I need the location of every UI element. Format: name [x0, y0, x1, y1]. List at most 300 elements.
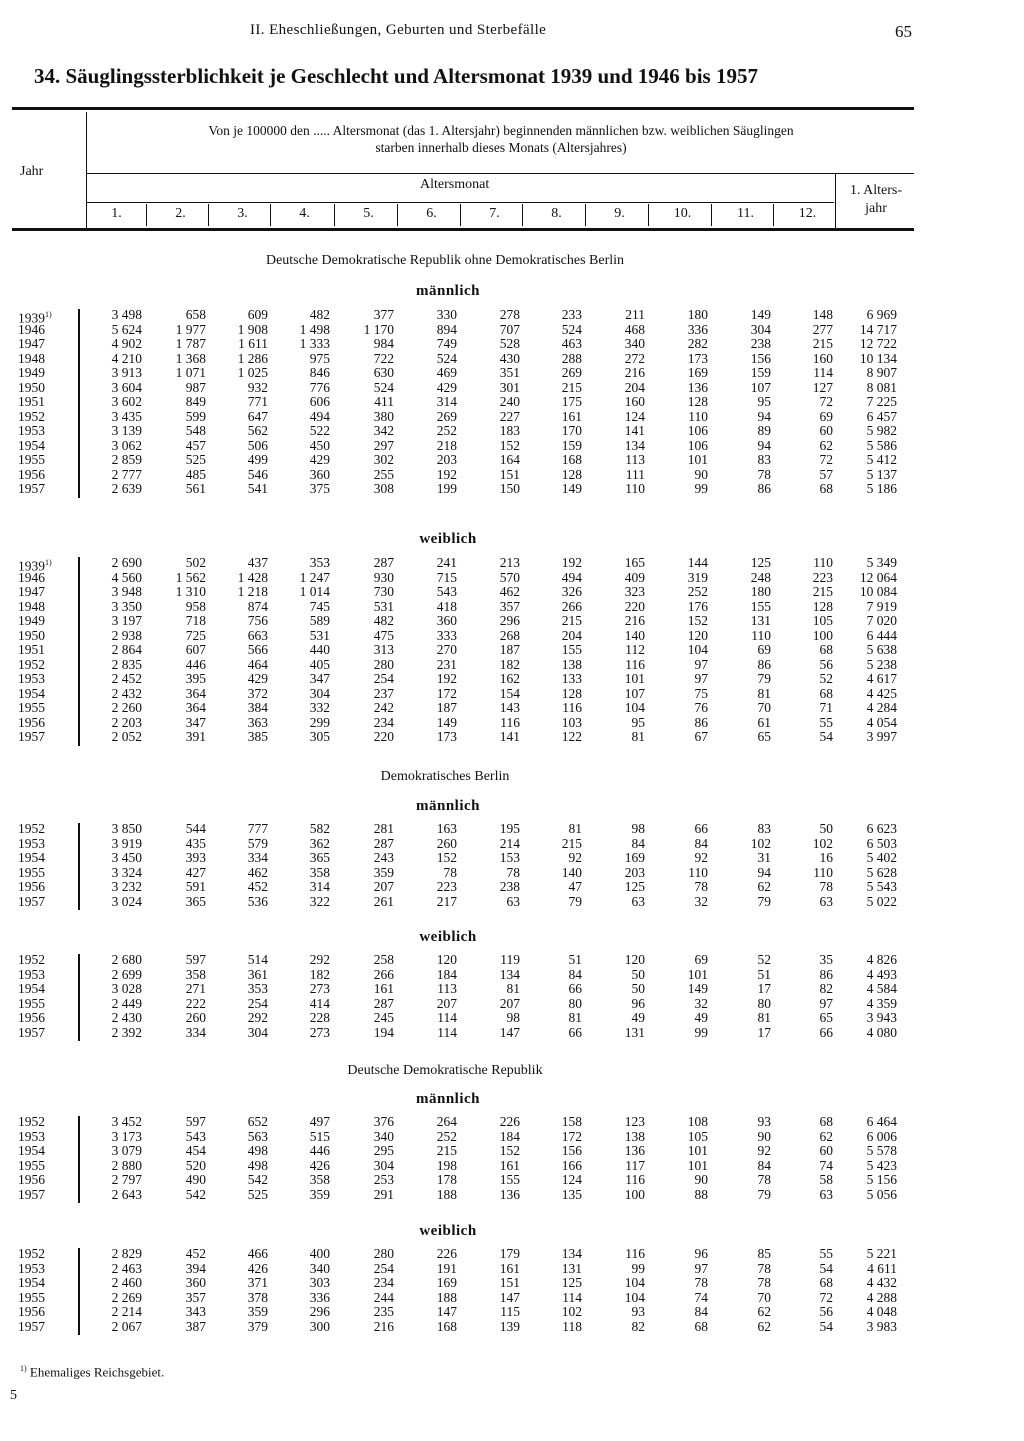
first-year-cell: 6 464 [866, 1114, 897, 1129]
month-3-cell: 579 [247, 835, 268, 851]
month-6-cell: 169 [436, 1275, 457, 1290]
month-12-cell: 127 [812, 379, 833, 395]
table-row [0, 1026, 1024, 1041]
table-row [0, 1144, 1024, 1159]
row-year [18, 614, 68, 629]
month-7-cell: 147 [499, 1024, 520, 1040]
row-year-value: 1946 [18, 321, 45, 337]
month-1-cell: 2 835 [111, 656, 142, 672]
month-4-cell: 314 [309, 879, 330, 894]
month-1-cell: 3 948 [111, 584, 142, 599]
month-12-cell: 54 [819, 729, 833, 744]
row-year [18, 571, 68, 586]
table-row [0, 453, 1024, 468]
month-3-cell: 566 [247, 642, 268, 657]
row-year-value: 1939 [18, 310, 45, 326]
month-5-cell: 304 [373, 1157, 394, 1173]
month-2-cell: 658 [185, 307, 206, 322]
month-1-cell: 2 067 [111, 1318, 142, 1334]
row-year-value: 1955 [18, 700, 45, 715]
row-year-value: 1954 [18, 1275, 45, 1290]
month-5-cell: 280 [373, 1246, 394, 1261]
row-year [18, 585, 68, 600]
month-11-cell: 17 [757, 981, 771, 996]
month-11-cell: 65 [757, 729, 771, 744]
month-10-cell: 84 [694, 835, 708, 851]
year-column-header: Jahr [20, 164, 44, 179]
month-6-cell: 207 [436, 995, 457, 1011]
month-6-cell: 360 [436, 613, 457, 628]
month-11-cell: 81 [757, 1010, 771, 1025]
month-10-cell: 101 [687, 452, 708, 467]
month-4-cell: 440 [309, 642, 330, 657]
month-4-cell: 446 [309, 1143, 330, 1158]
month-10-cell: 78 [694, 879, 708, 894]
row-year [18, 837, 68, 852]
month-10-cell: 66 [694, 821, 708, 836]
month-4-cell: 322 [309, 893, 330, 909]
month-12-cell: 72 [819, 1289, 833, 1305]
row-year [18, 895, 68, 910]
month-3-cell: 292 [247, 1010, 268, 1025]
month-11-cell: 149 [750, 307, 771, 322]
month-5-cell: 482 [373, 613, 394, 628]
month-2-cell: 725 [185, 627, 206, 643]
month-4-cell: 414 [309, 995, 330, 1011]
first-year-cell: 12 064 [859, 569, 897, 585]
month-8-cell: 116 [562, 700, 582, 715]
month-8-cell: 269 [561, 365, 582, 380]
month-10-cell: 99 [694, 481, 708, 496]
month-5-cell: 216 [373, 1318, 394, 1334]
month-9-cell: 211 [625, 307, 645, 322]
first-year-cell: 7 919 [866, 598, 897, 614]
month-5-cell: 255 [373, 466, 394, 482]
month-5-cell: 295 [373, 1143, 394, 1158]
month-7-cell: 151 [499, 466, 520, 482]
first-year-cell: 5 402 [866, 850, 897, 865]
month-5-cell: 308 [373, 481, 394, 496]
month-7-cell: 351 [499, 365, 520, 380]
month-8-cell: 138 [561, 656, 582, 672]
month-12-cell: 54 [819, 1260, 833, 1276]
month-9-cell: 84 [631, 835, 645, 851]
month-6-cell: 524 [436, 350, 457, 366]
month-12-cell: 68 [819, 642, 833, 657]
month-11-cell: 80 [757, 995, 771, 1011]
row-year-value: 1952 [18, 1114, 45, 1129]
month-11-cell: 248 [750, 569, 771, 585]
month-4-cell: 606 [309, 394, 330, 409]
table-row [0, 658, 1024, 673]
month-9-cell: 160 [624, 394, 645, 409]
month-10-cell: 152 [687, 613, 708, 628]
month-7-cell: 430 [499, 350, 520, 366]
month-8-cell: 463 [561, 336, 582, 351]
month-6-cell: 264 [436, 1114, 457, 1129]
row-year [18, 1011, 68, 1026]
month-1-cell: 2 938 [111, 627, 142, 643]
month-3-cell: 334 [247, 850, 268, 865]
month-6-cell: 314 [436, 394, 457, 409]
month-1-cell: 3 232 [111, 879, 142, 894]
month-5-cell: 475 [373, 627, 394, 643]
month-header-separator [522, 204, 523, 226]
month-3-cell: 1 218 [237, 584, 268, 599]
month-6-cell: 184 [436, 966, 457, 982]
month-11-cell: 83 [757, 452, 771, 467]
table-row [0, 337, 1024, 352]
month-9-cell: 81 [631, 729, 645, 744]
month-6-cell: 241 [436, 555, 457, 570]
table-row [0, 1247, 1024, 1262]
row-year-value: 1952 [18, 821, 45, 836]
month-12-cell: 72 [819, 394, 833, 409]
month-8-cell: 133 [561, 671, 582, 686]
month-8-cell: 175 [561, 394, 582, 409]
month-1-cell: 3 919 [111, 835, 142, 851]
table-row [0, 1291, 1024, 1306]
month-8-cell: 66 [568, 981, 582, 996]
month-2-cell: 393 [185, 850, 206, 865]
row-year-value: 1956 [18, 879, 45, 894]
month-3-cell: 254 [247, 995, 268, 1011]
month-9-cell: 100 [624, 1186, 645, 1202]
month-7-cell: 116 [500, 714, 520, 730]
month-2-cell: 457 [185, 437, 206, 453]
header-bottom-rule [12, 228, 914, 231]
first-year-cell: 4 584 [866, 981, 897, 996]
first-year-cell: 8 907 [866, 365, 897, 380]
month-5-cell: 1 170 [363, 321, 394, 337]
data-block [0, 1247, 1024, 1334]
month-6-cell: 168 [436, 1318, 457, 1334]
month-2-cell: 260 [185, 1010, 206, 1025]
month-4-cell: 776 [309, 379, 330, 395]
table-row [0, 439, 1024, 454]
month-6-cell: 178 [436, 1172, 457, 1187]
month-6-cell: 191 [436, 1260, 457, 1276]
month-1-cell: 3 450 [111, 850, 142, 865]
month-12-cell: 50 [819, 821, 833, 836]
month-2-cell: 490 [185, 1172, 206, 1187]
month-8-cell: 134 [561, 1246, 582, 1261]
first-year-column-header [838, 182, 914, 218]
month-10-cell: 110 [688, 408, 708, 424]
running-head: II. Eheschließungen, Geburten und Sterbefälle [250, 22, 547, 38]
month-1-cell: 2 797 [111, 1172, 142, 1187]
month-1-cell: 3 024 [111, 893, 142, 909]
month-4-cell: 450 [309, 437, 330, 453]
month-11-cell: 156 [750, 350, 771, 366]
month-3-cell: 536 [247, 893, 268, 909]
table-row [0, 555, 1024, 574]
month-10-cell: 106 [687, 437, 708, 453]
month-2-cell: 358 [185, 966, 206, 982]
month-8-cell: 172 [561, 1128, 582, 1144]
table-row [0, 716, 1024, 731]
month-7-cell: 296 [499, 613, 520, 628]
row-year [18, 701, 68, 716]
month-9-cell: 409 [624, 569, 645, 585]
row-year-value: 1950 [18, 379, 45, 395]
row-year [18, 1144, 68, 1159]
region-title: Deutsche Demokratische Republik [347, 1063, 543, 1078]
row-year-value: 1948 [18, 598, 45, 614]
table-row [0, 1305, 1024, 1320]
month-10-cell: 105 [687, 1128, 708, 1144]
month-header-12: 12. [798, 206, 817, 221]
month-9-cell: 113 [625, 452, 645, 467]
first-year-cell: 6 969 [866, 307, 897, 322]
month-2-cell: 364 [185, 700, 206, 715]
month-5-cell: 411 [374, 394, 394, 409]
month-3-cell: 1 025 [237, 365, 268, 380]
month-header-6: 6. [426, 206, 437, 221]
table-row [0, 1115, 1024, 1130]
month-6-cell: 120 [436, 952, 457, 967]
month-11-cell: 107 [750, 379, 771, 395]
row-year [18, 468, 68, 483]
month-12-cell: 215 [812, 584, 833, 599]
month-6-cell: 149 [436, 714, 457, 730]
month-7-cell: 153 [499, 850, 520, 865]
month-9-cell: 116 [625, 1172, 645, 1187]
month-3-cell: 1 908 [237, 321, 268, 337]
table-row [0, 1173, 1024, 1188]
month-3-cell: 378 [247, 1289, 268, 1305]
month-1-cell: 2 203 [111, 714, 142, 730]
month-1-cell: 2 859 [111, 452, 142, 467]
month-8-cell: 158 [561, 1114, 582, 1129]
month-8-cell: 204 [561, 627, 582, 643]
row-year-value: 1947 [18, 336, 45, 351]
first-year-cell: 3 983 [866, 1318, 897, 1334]
month-4-cell: 360 [309, 466, 330, 482]
row-year [18, 643, 68, 658]
month-5-cell: 194 [373, 1024, 394, 1040]
month-5-cell: 302 [373, 452, 394, 467]
data-block [0, 953, 1024, 1040]
month-7-cell: 63 [506, 893, 520, 909]
month-1-cell: 3 062 [111, 437, 142, 453]
title-rule [12, 107, 914, 110]
month-5-cell: 254 [373, 1260, 394, 1276]
month-2-cell: 364 [185, 685, 206, 701]
month-4-cell: 1 014 [299, 584, 330, 599]
month-11-cell: 62 [757, 1304, 771, 1319]
month-2-cell: 597 [185, 952, 206, 967]
month-4-cell: 846 [309, 365, 330, 380]
month-12-cell: 86 [819, 966, 833, 982]
month-11-cell: 84 [757, 1157, 771, 1173]
row-year-value: 1954 [18, 685, 45, 701]
month-7-cell: 195 [499, 821, 520, 836]
month-6-cell: 231 [436, 656, 457, 672]
month-1-cell: 2 269 [111, 1289, 142, 1305]
month-3-cell: 384 [247, 700, 268, 715]
month-10-cell: 128 [687, 394, 708, 409]
month-3-cell: 647 [247, 408, 268, 424]
month-9-cell: 49 [631, 1010, 645, 1025]
table-row [0, 629, 1024, 644]
month-3-cell: 437 [247, 555, 268, 570]
month-2-cell: 987 [185, 379, 206, 395]
month-5-cell: 524 [373, 379, 394, 395]
month-8-cell: 81 [568, 821, 582, 836]
month-7-cell: 161 [499, 1157, 520, 1173]
month-12-cell: 66 [819, 1024, 833, 1040]
month-10-cell: 68 [694, 1318, 708, 1334]
month-11-cell: 85 [757, 1246, 771, 1261]
month-7-cell: 151 [499, 1275, 520, 1290]
month-9-cell: 131 [624, 1024, 645, 1040]
month-4-cell: 975 [309, 350, 330, 366]
month-2-cell: 357 [185, 1289, 206, 1305]
table-row [0, 395, 1024, 410]
row-year-value: 1953 [18, 1260, 45, 1276]
month-5-cell: 261 [373, 893, 394, 909]
month-1-cell: 5 624 [111, 321, 142, 337]
month-9-cell: 104 [624, 1289, 645, 1305]
month-11-cell: 86 [757, 481, 771, 496]
month-11-cell: 89 [757, 423, 771, 438]
month-12-cell: 68 [819, 685, 833, 701]
month-4-cell: 182 [309, 966, 330, 982]
header-description-line-1: Von je 100000 den ..... Altersmonat (das 1. Altersjahr) beginnenden männlichen bzw. weiblichen Säuglingen [208, 123, 794, 138]
month-1-cell: 2 463 [111, 1260, 142, 1276]
month-11-cell: 159 [750, 365, 771, 380]
month-2-cell: 543 [185, 1128, 206, 1144]
row-year-value: 1956 [18, 1304, 45, 1319]
month-header-separator [208, 204, 209, 226]
month-3-cell: 462 [247, 864, 268, 880]
month-3-cell: 498 [247, 1157, 268, 1173]
month-12-cell: 223 [812, 569, 833, 585]
month-5-cell: 376 [373, 1114, 394, 1129]
month-10-cell: 106 [687, 423, 708, 438]
month-header-separator [270, 204, 271, 226]
month-2-cell: 1 310 [175, 584, 206, 599]
month-2-cell: 542 [185, 1186, 206, 1202]
month-2-cell: 343 [185, 1304, 206, 1319]
month-5-cell: 244 [373, 1289, 394, 1305]
month-header-separator [460, 204, 461, 226]
first-year-cell: 6 444 [866, 627, 897, 643]
month-7-cell: 278 [499, 307, 520, 322]
month-8-cell: 149 [561, 481, 582, 496]
month-7-cell: 78 [506, 864, 520, 880]
month-6-cell: 226 [436, 1246, 457, 1261]
month-6-cell: 78 [443, 864, 457, 880]
month-7-cell: 182 [499, 656, 520, 672]
month-11-cell: 94 [757, 864, 771, 880]
month-1-cell: 3 197 [111, 613, 142, 628]
month-4-cell: 482 [309, 307, 330, 322]
table-row [0, 381, 1024, 396]
month-12-cell: 35 [819, 952, 833, 967]
month-2-cell: 391 [185, 729, 206, 744]
row-year-value: 1956 [18, 1172, 45, 1187]
row-year-value: 1953 [18, 671, 45, 686]
header-description-line-2: starben innerhalb dieses Monats (Altersjahres) [375, 140, 627, 155]
row-year-value: 1957 [18, 1186, 45, 1202]
month-2-cell: 597 [185, 1114, 206, 1129]
month-1-cell: 2 777 [111, 466, 142, 482]
month-6-cell: 218 [436, 437, 457, 453]
month-12-cell: 74 [819, 1157, 833, 1173]
month-9-cell: 98 [631, 821, 645, 836]
row-year-value: 1957 [18, 481, 45, 496]
row-year-footnote-marker: 1) [45, 310, 52, 319]
month-10-cell: 69 [694, 952, 708, 967]
first-year-cell: 3 943 [866, 1010, 897, 1025]
month-9-cell: 104 [624, 700, 645, 715]
first-year-header-line-1: 1. Alters- [849, 183, 903, 198]
corner-number: 5 [10, 1388, 17, 1403]
month-9-cell: 123 [624, 1114, 645, 1129]
month-9-cell: 117 [625, 1157, 645, 1173]
table-row [0, 837, 1024, 852]
row-year-value: 1955 [18, 1157, 45, 1173]
month-7-cell: 462 [499, 584, 520, 599]
month-1-cell: 2 214 [111, 1304, 142, 1319]
month-3-cell: 466 [247, 1246, 268, 1261]
month-10-cell: 32 [694, 893, 708, 909]
month-8-cell: 92 [568, 850, 582, 865]
first-year-cell: 5 586 [866, 437, 897, 453]
row-year-value: 1955 [18, 995, 45, 1011]
month-4-cell: 347 [309, 671, 330, 686]
month-header-separator [397, 204, 398, 226]
month-9-cell: 112 [625, 642, 645, 657]
month-10-cell: 74 [694, 1289, 708, 1305]
month-12-cell: 148 [812, 307, 833, 322]
header-inner-rule [86, 173, 914, 174]
month-4-cell: 340 [309, 1260, 330, 1276]
month-5-cell: 234 [373, 714, 394, 730]
month-3-cell: 499 [247, 452, 268, 467]
month-2-cell: 395 [185, 671, 206, 686]
month-5-cell: 722 [373, 350, 394, 366]
month-9-cell: 138 [624, 1128, 645, 1144]
table-row [0, 880, 1024, 895]
month-10-cell: 32 [694, 995, 708, 1011]
row-year-value: 1955 [18, 452, 45, 467]
month-7-cell: 155 [499, 1172, 520, 1187]
month-11-cell: 78 [757, 1275, 771, 1290]
month-11-cell: 94 [757, 437, 771, 453]
month-3-cell: 363 [247, 714, 268, 730]
first-year-cell: 10 134 [859, 350, 897, 366]
first-year-cell: 4 288 [866, 1289, 897, 1305]
month-9-cell: 99 [631, 1260, 645, 1276]
month-6-cell: 152 [436, 850, 457, 865]
month-3-cell: 777 [247, 821, 268, 836]
month-6-cell: 469 [436, 365, 457, 380]
month-3-cell: 371 [247, 1275, 268, 1290]
month-5-cell: 930 [373, 569, 394, 585]
month-header-1: 1. [111, 206, 122, 221]
month-11-cell: 51 [757, 966, 771, 982]
first-year-cell: 6 457 [866, 408, 897, 424]
month-7-cell: 187 [499, 642, 520, 657]
month-12-cell: 72 [819, 452, 833, 467]
month-10-cell: 173 [687, 350, 708, 366]
table-row [0, 895, 1024, 910]
month-3-cell: 372 [247, 685, 268, 701]
month-9-cell: 50 [631, 966, 645, 982]
